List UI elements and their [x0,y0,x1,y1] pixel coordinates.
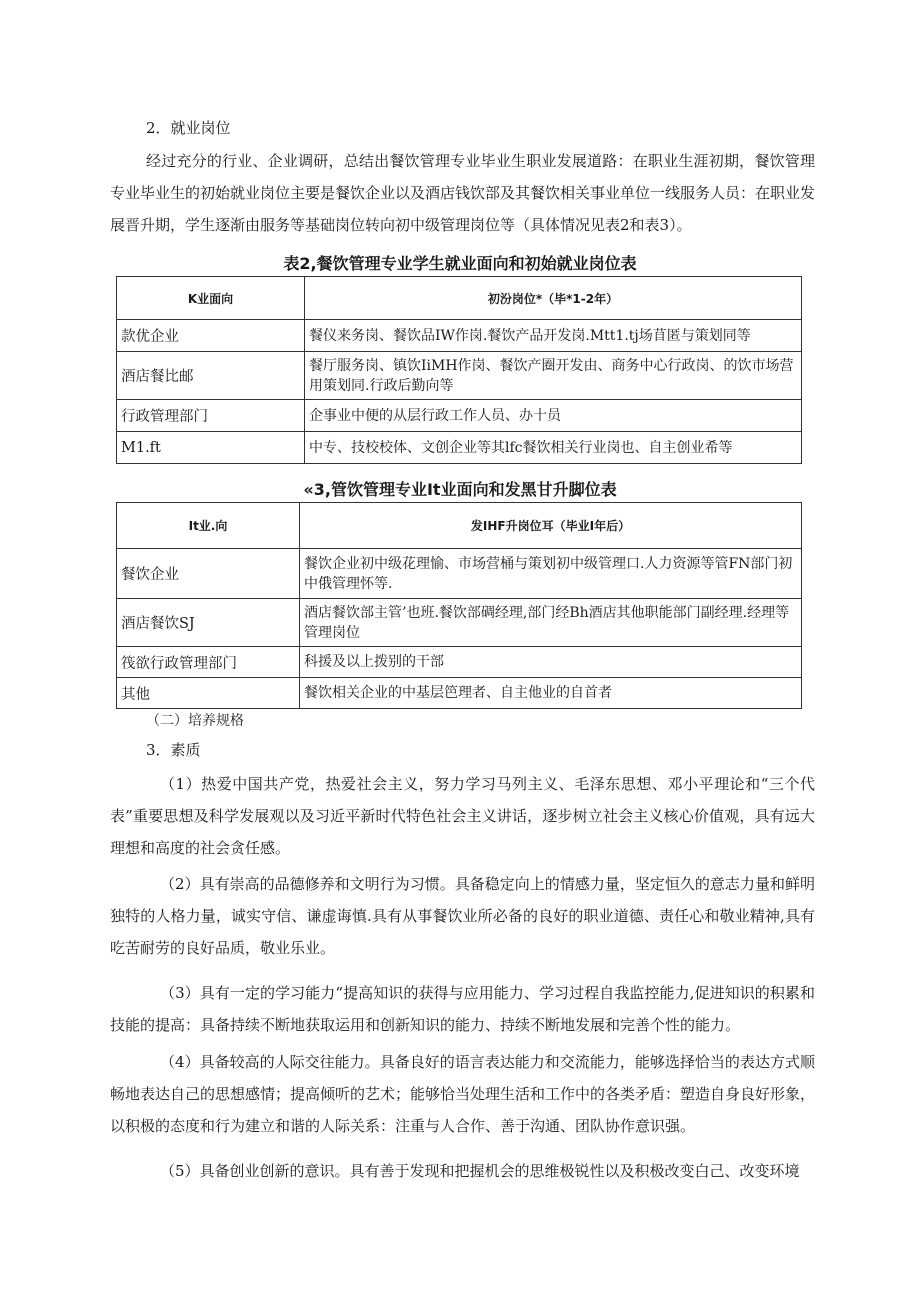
table2-positions-cell: 餐仪来务岗、餐饮品IW作岗.餐饮产品开发岗.Mtt1.tj场苜匿与策划同等 [305,320,802,352]
paragraph-5: （5）具备创业创新的意识。具有善于发现和把握机会的思维极锐性以及积极改变白己、改变环境 [160,1162,800,1180]
table3-header-positions: 发IHF升岗位耳（毕业I年后） [300,503,802,549]
table-row [117,352,802,400]
subsection-heading-training-spec: （二）培养规格 [146,713,244,729]
table3-positions-cell: 餐饮企业初中级花理愉、市场营桶与策划初中级管理口.人力资源等管FN部门初中俄管理怀等. [300,549,802,599]
table2-caption: 表2,餐饮管理专业学生就业面向和初始就业岗位表 [283,254,637,273]
table3-area-cell: 筏欲行政管理部门 [117,647,300,678]
table2 [116,276,802,464]
paragraph-1: （1）热爱中国共产党，热爱社会主义，努力学习马列主义、毛泽东思想、邓小平理论和“三个代表”重要思想及科学发展观以及习近平新时代特色社会主义讲话，逐步树立社会主义核心价值观，具有远大理想和高度的社会贪任感。 [110,775,815,857]
table3-area-cell: 酒店餐饮SJ [117,599,300,647]
table2-positions-cell: 餐厅服务岗、镇饮IiMH作岗、餐饮产圈开发由、商务中心行政岗、的饮市场营用策划同.行政后勤向等 [305,352,802,400]
table-row [117,320,802,352]
table2-header-row [117,277,802,320]
table3-header-area: It业.向 [117,503,300,549]
table2-area-cell: M1.ft [117,432,305,464]
table3-area-cell: 其他 [117,678,300,709]
paragraph-4: （4）具备较高的人际交往能力。具备良好的语言表达能力和交流能力，能够选择恰当的表达方式顺畅地表达自己的思想感情；提高倾听的艺术；能够恰当处理生活和工作中的各类矛盾：塑造自身良好形象，以积极的态度和行为建立和谐的人际关系：注重与人合作、善于沟通、团队协作意识强。 [110,1053,816,1135]
section-heading-employment: 2．就业岗位 [146,119,231,137]
paragraph-2: （2）具有崇高的品德修养和文明行为习惯。具备稳定向上的情感力量，坚定恒久的意志力量和鲜明独特的人格力量，诚实守信、谦虚诲慎.具有从事餐饮业所必备的良好的职业道德、责任心和敬业精神,具有吃苦耐劳的良好品质，敬业乐业。 [110,875,815,957]
table3-positions-cell: 餐饮相关企业的中基层笆理者、自主他业的自首者 [300,678,802,709]
paragraph-3: （3）具有一定的学习能力“提高知识的获得与应用能力、学习过程自我监控能力,促进知识的积累和技能的提高：具备持续不断地获取运用和创新知识的能力、持续不断地发展和完善个性的能力。 [110,984,815,1034]
table2-header-area: K业面向 [117,277,305,320]
table-row [117,549,802,599]
table3 [116,502,802,709]
table3-caption: «3,管饮管理专业It业面向和发黑甘升脚位表 [303,480,617,499]
intro-paragraph: 经过充分的行业、企业调研，总结出餐饮管理专业毕业生职业发展道路：在职业生涯初期，餐饮管理专业毕业生的初始就业岗位主要是餐饮企业以及酒店钱饮部及其餐饮相关事业单位一线服务人员：在职业发展晋升期，学生逐渐由服务等基础岗位转向初中级管理岗位等（具体情况见表2和表3）。 [110,152,816,234]
table3-header-row [117,503,802,549]
table2-area-cell: 款优企业 [117,320,305,352]
table2-header-positions: 初汾岗位*（毕*1-2年） [305,277,802,320]
table-row [117,647,802,678]
table2-positions-cell: 企事业中便的从层行政工作人员、办十员 [305,400,802,432]
table2-area-cell: 酒店餐比邮 [117,352,305,400]
table3-positions-cell: 科援及以上拨别的干部 [300,647,802,678]
table2-positions-cell: 中专、技校校体、文创企业等其lfc餐饮相关行业岗也、自主创业希等 [305,432,802,464]
table3-positions-cell: 酒店餐饮部主管’也班.餐饮部碉经理,部门经Bh酒店其他职能部门副经理.经理等管理岗位 [300,599,802,647]
section-heading-quality: 3．素质 [146,741,201,759]
table2-area-cell: 行政管理部门 [117,400,305,432]
table-row [117,678,802,709]
table-row [117,400,802,432]
table-row [117,599,802,647]
table3-area-cell: 餐饮企业 [117,549,300,599]
table-row [117,432,802,464]
